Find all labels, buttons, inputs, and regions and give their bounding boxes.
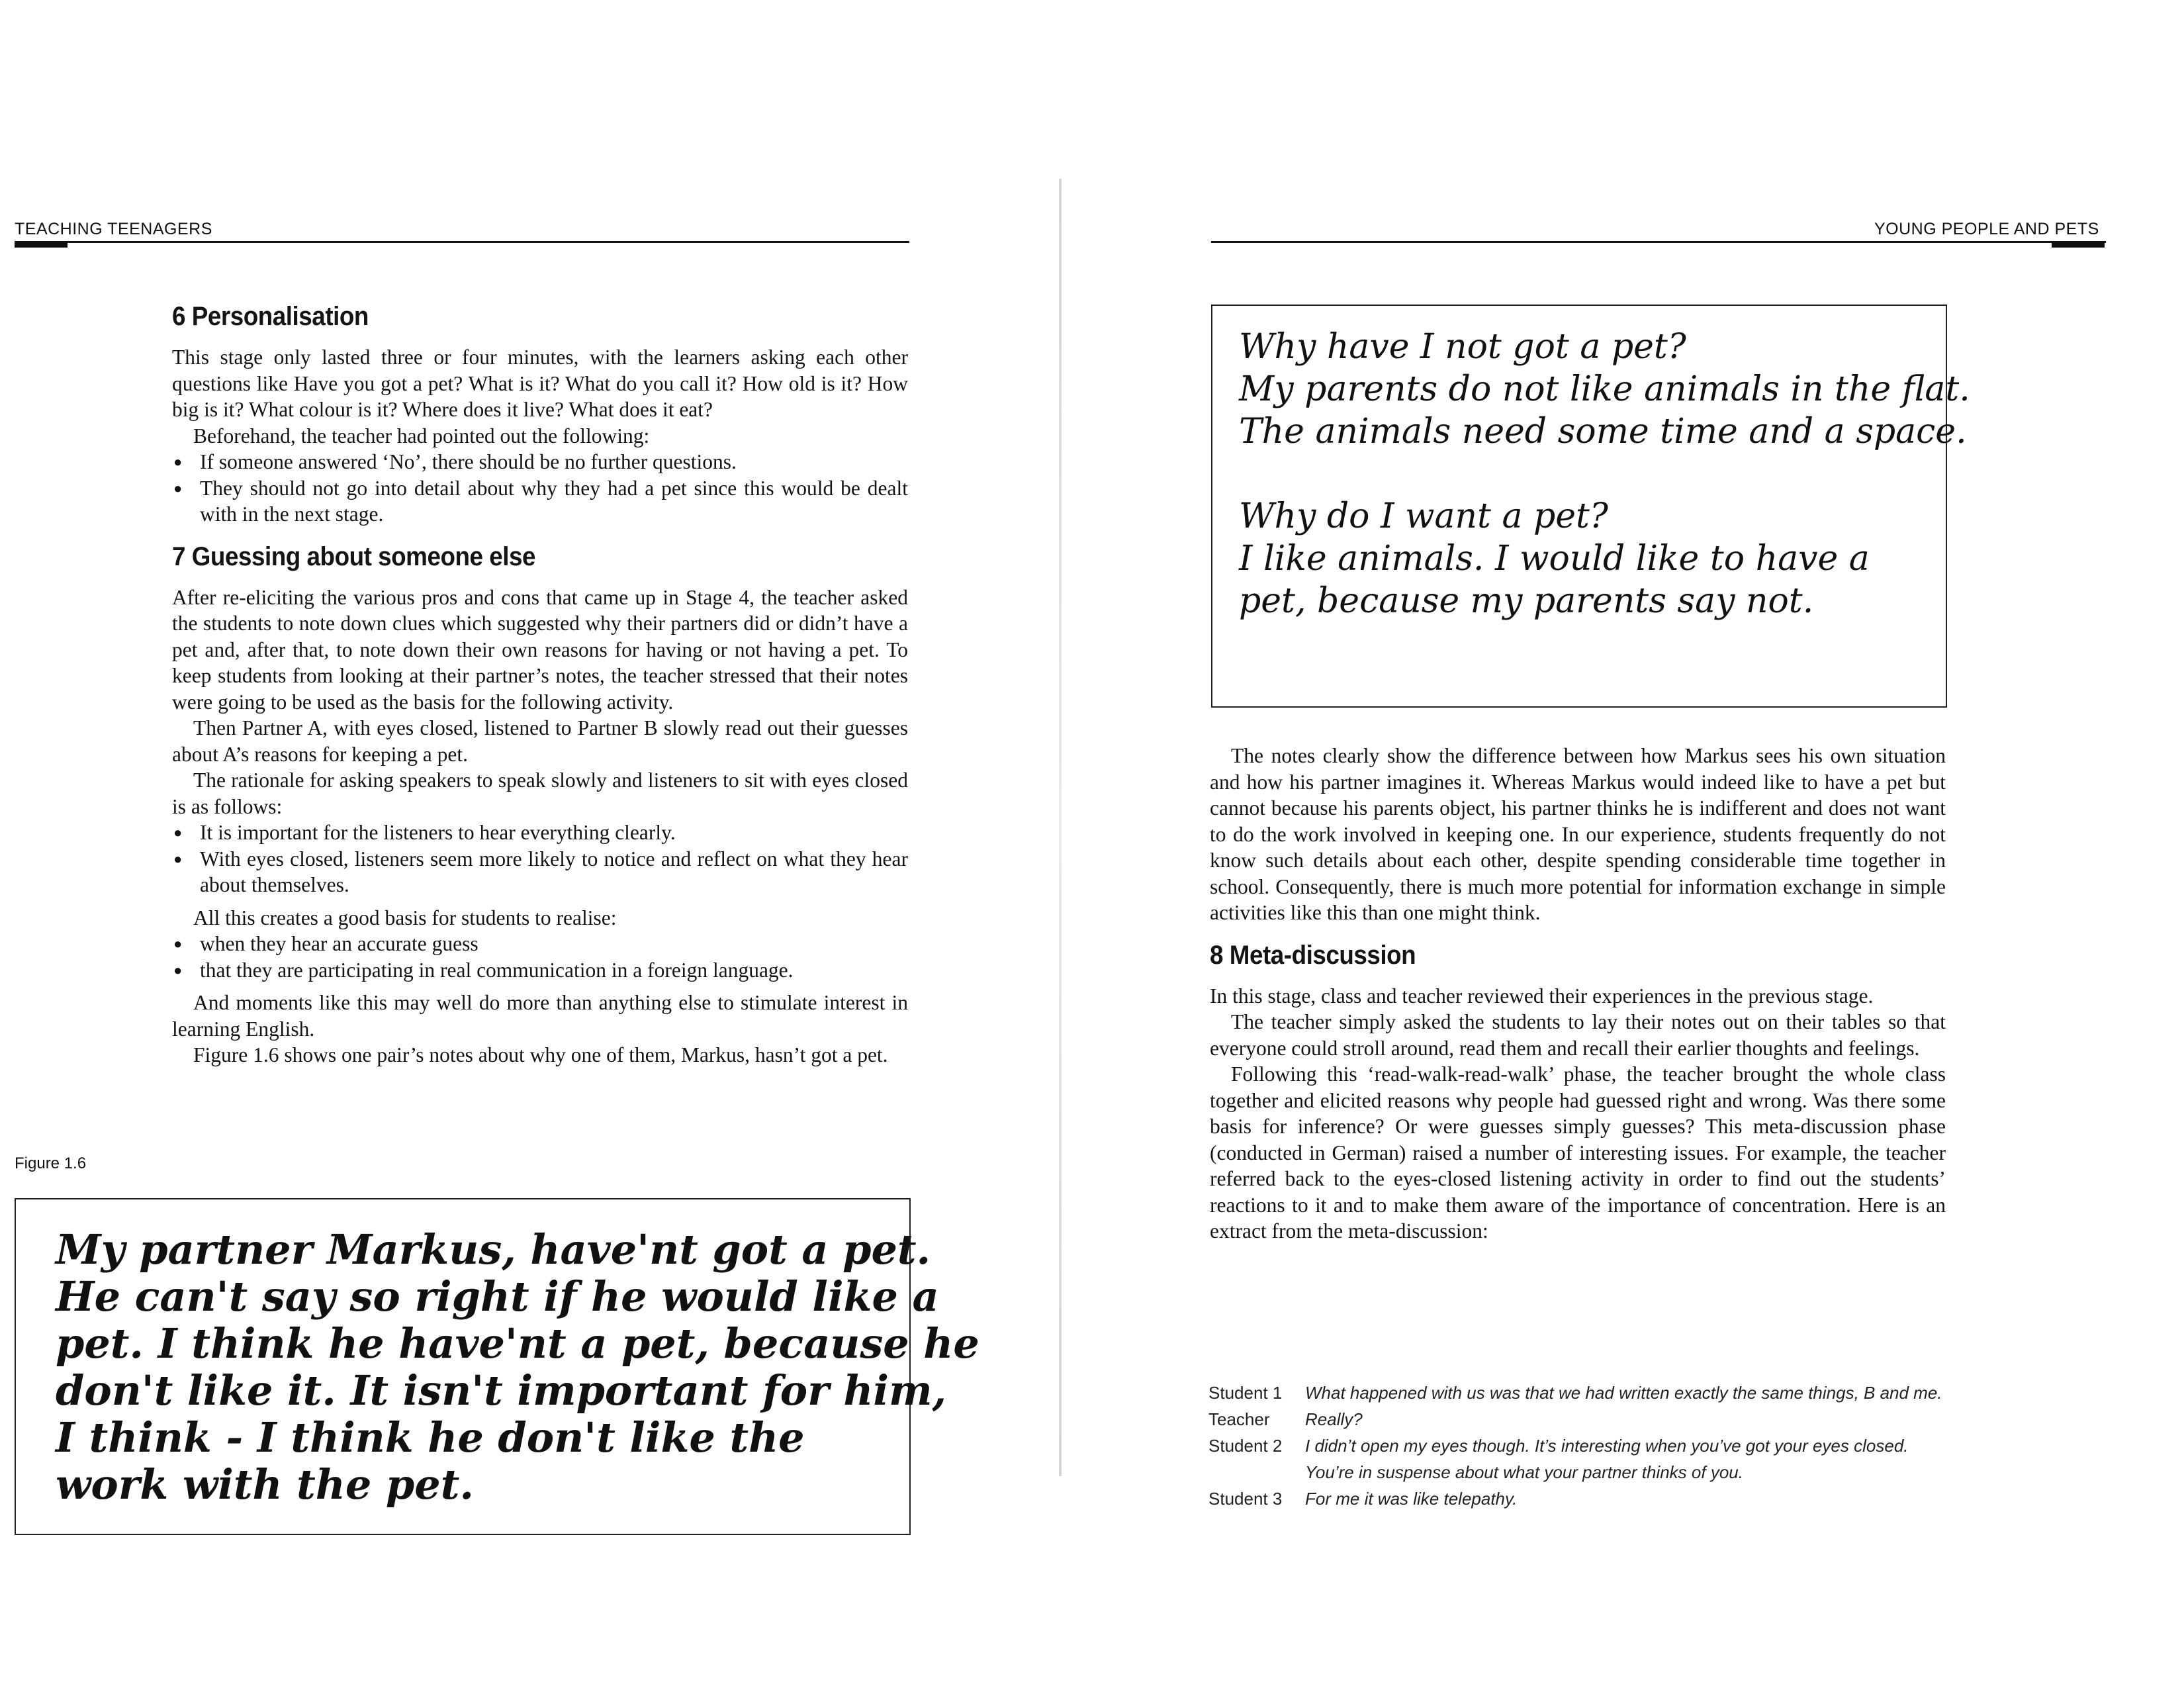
meta-discussion-extract — [1208, 1380, 1950, 1512]
section-6-paragraph-1: This stage only lasted three or four minutes, with the learners asking each other questions like Have you got a pet? What is it? What do you call it? How old is it? How big is it? What colour is it? Where does it live? What does it eat? — [172, 346, 908, 421]
section-7-paragraph-2: Then Partner A, with eyes closed, listened to Partner B slowly read out their guesses about A’s reasons for keeping a pet. — [172, 716, 908, 766]
right-paragraph-1: The notes clearly show the difference between how Markus sees his own situation and how his partner imagines it. Whereas Markus would indeed like to have a pet but cannot because his parents object, his partner thinks he is indifferent and does not want to do the work involved in keeping one. In our experience, students frequently do not know such details about each other, despite spending considerable time together in school. Consequently, there is much more potential for information exchange in simple activities like this than one might think. — [1210, 744, 1946, 924]
right-text-column — [1210, 743, 1946, 1244]
dialogue-speaker: Student 2 — [1208, 1436, 1283, 1456]
dialogue-text: I didn’t open my eyes though. It’s interesting when you’ve got your eyes closed. You’re in suspense about what your partner thinks of you. — [1305, 1436, 1909, 1482]
running-head-right: YOUNG PEOPLE AND PETS — [1874, 220, 2099, 238]
dialogue-speaker: Student 1 — [1208, 1383, 1283, 1403]
dialogue-line — [1208, 1485, 1950, 1512]
section-6-heading: 6 Personalisation — [172, 302, 369, 331]
header-rule-right — [1211, 241, 2106, 243]
section-8-paragraph-2: The teacher simply asked the students to lay their notes out on their tables so that everyone could stroll around, read them and recall their earlier thoughts and feelings. — [1210, 1010, 1946, 1060]
figure-label: Figure 1.6 — [15, 1154, 87, 1172]
markus-handwritten-notes — [1211, 305, 1970, 708]
bullet-item: ● They should not go into detail about why they had a pet since this would be dealt with in the next stage. — [172, 475, 908, 528]
section-6-paragraph-2: Beforehand, the teacher had pointed out the following: — [193, 424, 650, 447]
bullet-item: ● With eyes closed, listeners seem more likely to notice and reflect on what they hear about themselves. — [172, 846, 908, 898]
handwritten-text-partner: My partner Markus, have'nt got a pet. He can't say so right if he would like a pet. I think he have'nt a pet, because he don't like it. It isn't important for him, I think - I think he don't like the work with the pet. — [56, 1225, 979, 1509]
section-7-heading: 7 Guessing about someone else — [172, 541, 536, 571]
dialogue-line — [1208, 1432, 1950, 1485]
section-7-paragraph-3: The rationale for asking speakers to speak slowly and listeners to sit with eyes closed is as follows: — [172, 769, 908, 818]
bullet-item: ● that they are participating in real communication in a foreign language. — [172, 957, 908, 984]
section-8-paragraph-3: Following this ‘read-walk-read-walk’ phase, the teacher brought the whole class together and elicited reasons why people had guessed right and wrong. Was there some basis for inference? Or were guesses simply guesses? This meta-discussion phase (conducted in German) raised a number of interesting issues. For example, the teacher referred back to the eyes-closed listening activity in order to find out the students’ reactions to it and to make them aware of the importance of concentration. Here is an extract from the meta-discussion: — [1210, 1062, 1946, 1243]
section-8-paragraph-1: In this stage, class and teacher reviewed their experiences in the previous stage. — [1210, 984, 1874, 1008]
dialogue-text: For me it was like telepathy. — [1305, 1489, 1518, 1509]
handwritten-text-markus: Why have I not got a pet? My parents do not like animals in the flat. The animals need some time and a space. Why do I want a pet? I like animals. I would like to have a pet, because my parents say not. — [1239, 327, 1970, 621]
dialogue-text: What happened with us was that we had written exactly the same things, B and me. — [1305, 1383, 1942, 1403]
section-7-paragraph-6: Figure 1.6 shows one pair’s notes about why one of them, Markus, hasn’t got a pet. — [193, 1043, 888, 1066]
bullet-item: ● If someone answered ‘No’, there should be no further questions. — [172, 449, 908, 475]
running-head-left: TEACHING TEENAGERS — [15, 220, 212, 238]
header-rule-accent-right — [2052, 243, 2105, 248]
section-7-paragraph-4: All this creates a good basis for students to realise: — [193, 906, 617, 929]
section-7-paragraph-5: And moments like this may well do more than anything else to stimulate interest in learning English. — [172, 991, 908, 1041]
dialogue-line — [1208, 1380, 1950, 1406]
dialogue-line — [1208, 1406, 1950, 1432]
dialogue-speaker: Student 3 — [1208, 1489, 1283, 1509]
dialogue-text: Really? — [1305, 1409, 1363, 1429]
section-7-paragraph-1: After re-eliciting the various pros and cons that came up in Stage 4, the teacher asked the students to note down clues which suggested why their partners did or didn’t have a pet and, after that, to note down their own reasons for having or not having a pet. To keep students from looking at their partner’s notes, the teacher stressed that their notes were going to be used as the basis for the following activity. — [172, 585, 908, 714]
bullet-item: ● when they hear an accurate guess — [172, 931, 908, 957]
dialogue-speaker: Teacher — [1208, 1409, 1270, 1429]
section-8-heading: 8 Meta-discussion — [1210, 940, 1416, 970]
bullet-item: ● It is important for the listeners to hear everything clearly. — [172, 820, 908, 846]
